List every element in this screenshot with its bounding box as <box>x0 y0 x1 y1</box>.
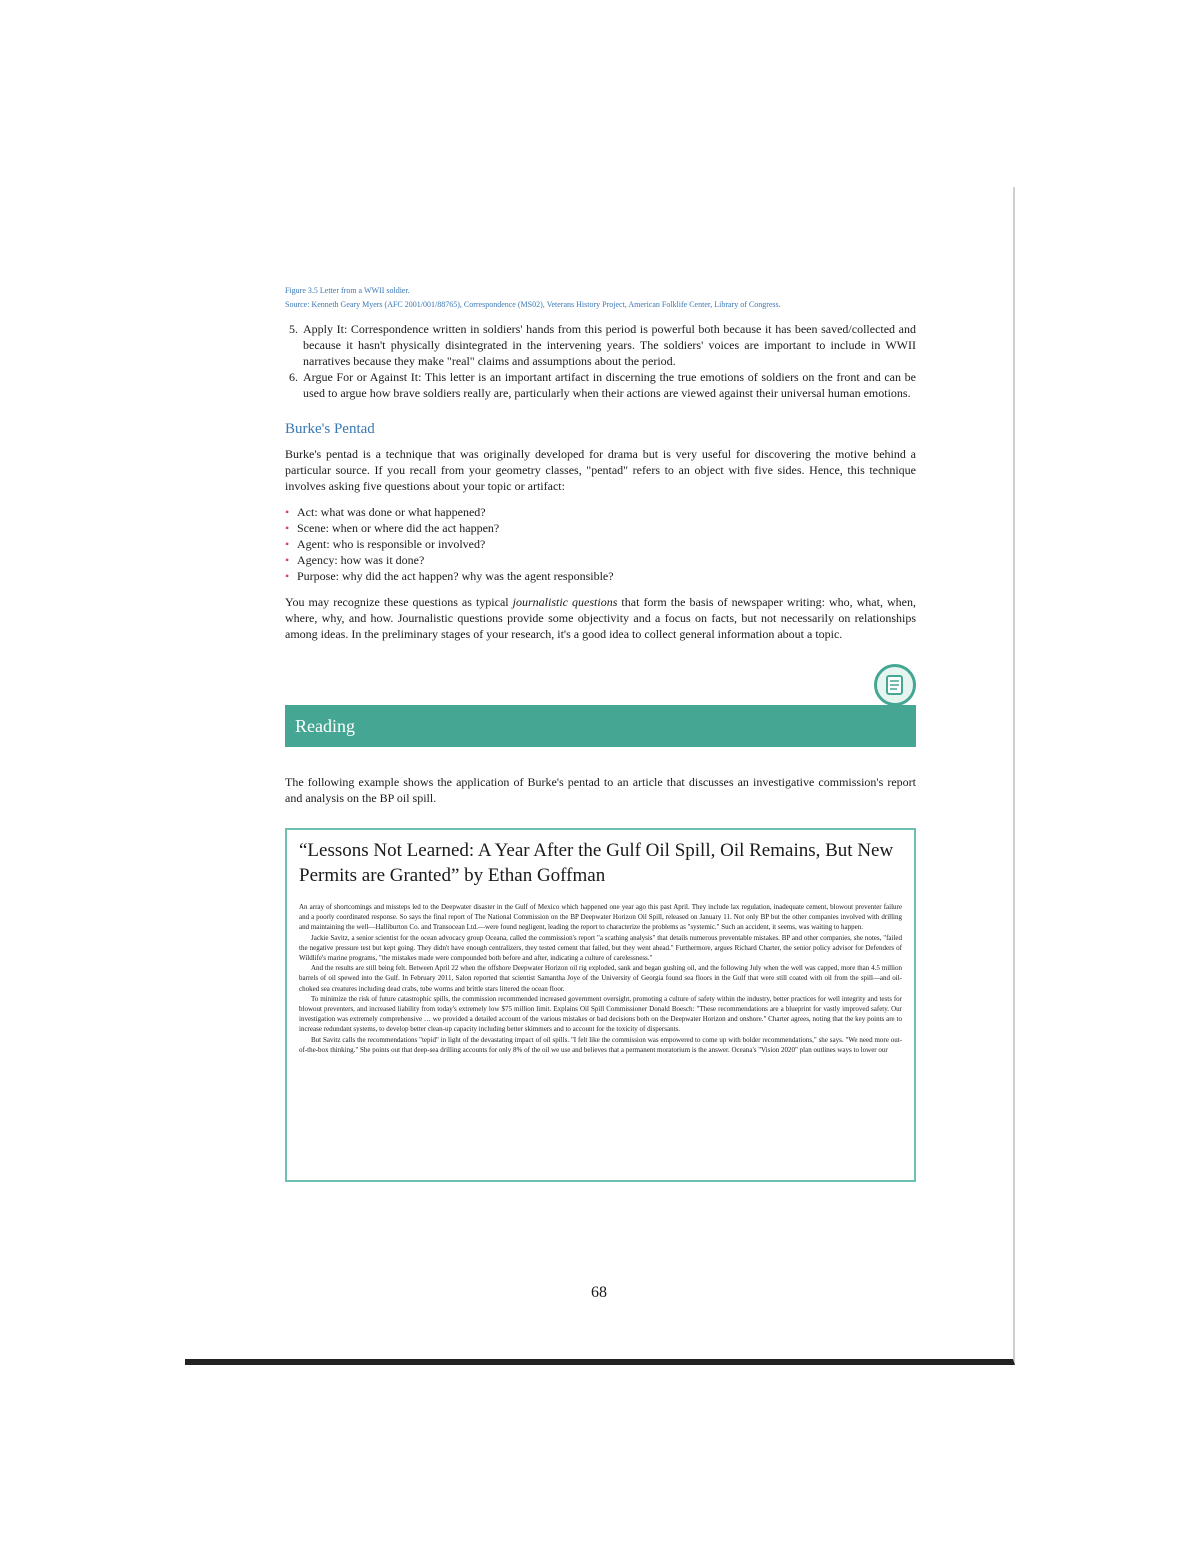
article-paragraph: An array of shortcomings and missteps led to the Deepwater disaster in the Gulf of Mexico which happened one year ago this past April. They include lax regulation, inadequate cement, blowout preventer failure and a poorly coordinated response. So says the final report of The National Commission on the BP Deepwater Horizon Oil Spill, released on January 11. Not only BP but the other companies involved with drilling and maintaining the well—Halliburton Co. and Transocean Ltd.—were found negligent, leading the report to characterize the problems as "systemic." Such an accident, it seems, was waiting to happen. <box>299 903 902 932</box>
scroll-icon-graphic <box>883 673 907 697</box>
article-paragraph: And the results are still being felt. Between April 22 when the offshore Deepwater Horizon oil rig exploded, sank and began gushing oil, and the following July when the well was capped, more than 4.5 million barrels of oil spewed into the Gulf. In February 2011, Salon reported that scientist Samantha Joye of the University of Georgia found sea floors in the Gulf that were still coated with oil from the spill—and oil-choked sea creatures including dead crabs, tube worms and brittle stars littered the ocean floor. <box>299 964 902 993</box>
reading-scroll-icon <box>874 664 916 706</box>
section-heading: Burke's Pentad <box>285 421 375 437</box>
page-content <box>285 285 916 1182</box>
reading-banner: Reading <box>285 705 916 747</box>
article-paragraph: To minimize the risk of future catastrophic spills, the commission recommended increased government oversight, promoting a culture of safety within the industry, better practices for well integrity and tests for blowout preventers, and increased liability from today's extremely low $75 million limit. Explains Oil Spill Commissioner Donald Boesch: "These recommendations are a blueprint for vastly improved safety. Our investigation was extremely comprehensive … we provided a detailed account of the various mistakes or bad decisions both on the Deepwater Horizon and onshore." Charter agrees, noting that the key points are to increase redundant systems, to develop better clean-up capacity including better skimmers and to account for the toxicity of dispersants. <box>299 994 902 1034</box>
article-title: “Lessons Not Learned: A Year After the Gulf Oil Spill, Oil Remains, But New Permits are Granted” by Ethan Goffman <box>299 840 894 886</box>
emphasis-journalistic-questions: journalistic questions <box>512 595 618 609</box>
bullet-icon: • <box>285 505 290 519</box>
bullet-icon: • <box>285 553 290 567</box>
reading-intro: The following example shows the application of Burke's pentad to an article that discusses an investigative commission's report and analysis on the BP oil spill. <box>285 775 916 805</box>
list-item-apply-it: 5. Apply It: Correspondence written in soldiers' hands from this period is powerful both because it has been saved/collected and because it hasn't physically disintegrated in the intervening years. The soldiers' voices are important to include in WWII narratives because they make "real" claims and assumptions about the period. <box>301 321 916 369</box>
pentad-item-agency: • Agency: how was it done? <box>285 553 425 567</box>
pentad-item-scene: • Scene: when or where did the act happen? <box>285 521 500 535</box>
list-item-argue: 6. Argue For or Against It: This letter is an important artifact in discerning the true emotions of soldiers on the front and can be used to argue how brave soldiers really are, particularly when their actions are viewed against their universal human emotions. <box>301 369 916 401</box>
reading-header <box>285 664 916 744</box>
article-paragraph: Jackie Savitz, a senior scientist for the ocean advocacy group Oceana, called the commission's report "a scathing analysis" that details numerous preventable mistakes. BP and other companies, she notes, "failed the negative pressure test but kept going. They didn't have enough centralizers, they tested cement that failed, but they went ahead." Furthermore, argues Richard Charter, the senior policy advisor for Defenders of Wildlife's marine programs, "the mistakes made were compounded both before and after, indicating a culture of carelessness." <box>299 933 902 963</box>
pentad-item-agent: • Agent: who is responsible or involved? <box>285 537 486 551</box>
figure-source: Source: Kenneth Geary Myers (AFC 2001/001/88765), Correspondence (MS02), Veterans History Project, American Folklife Center, Library of Congress. <box>285 300 781 309</box>
page-number: 68 <box>591 1284 607 1301</box>
document-page <box>185 187 1015 1365</box>
bullet-icon: • <box>285 521 290 535</box>
bullet-icon: • <box>285 569 290 583</box>
article-box <box>285 828 916 1182</box>
pentad-item-purpose: • Purpose: why did the act happen? why was the agent responsible? <box>285 569 614 583</box>
pentad-item-act: • Act: what was done or what happened? <box>285 505 486 519</box>
section-intro: Burke's pentad is a technique that was originally developed for drama but is very useful for discovering the motive behind a particular source. If you recall from your geometry classes, "pentad" refers to an object with five sides. Hence, this technique involves asking five questions about your topic or artifact: <box>285 447 916 493</box>
journalistic-paragraph: You may recognize these questions as typical journalistic questions that form the basis of newspaper writing: who, what, when, where, why, and how. Journalistic questions provide some objectivity and a focus on facts, but not necessarily on relationships among ideas. In the preliminary stages of your research, it's a good idea to collect general information about a topic. <box>285 595 917 641</box>
article-paragraph: But Savitz calls the recommendations "tepid" in light of the devastating impact of oil spills. "I felt like the commission was empowered to come up with bolder recommendations," she says. "We need more out-of-the-box thinking." She points out that deep-sea drilling accounts for only 8% of the oil we use and believes that a permanent moratorium is the answer. Oceana's "Vision 2020" plan outlines ways to lower our <box>299 1035 902 1054</box>
numbered-list <box>285 321 916 401</box>
bullet-icon: • <box>285 537 290 551</box>
figure-caption: Figure 3.5 Letter from a WWII soldier. <box>285 286 410 295</box>
pentad-list <box>285 504 916 584</box>
